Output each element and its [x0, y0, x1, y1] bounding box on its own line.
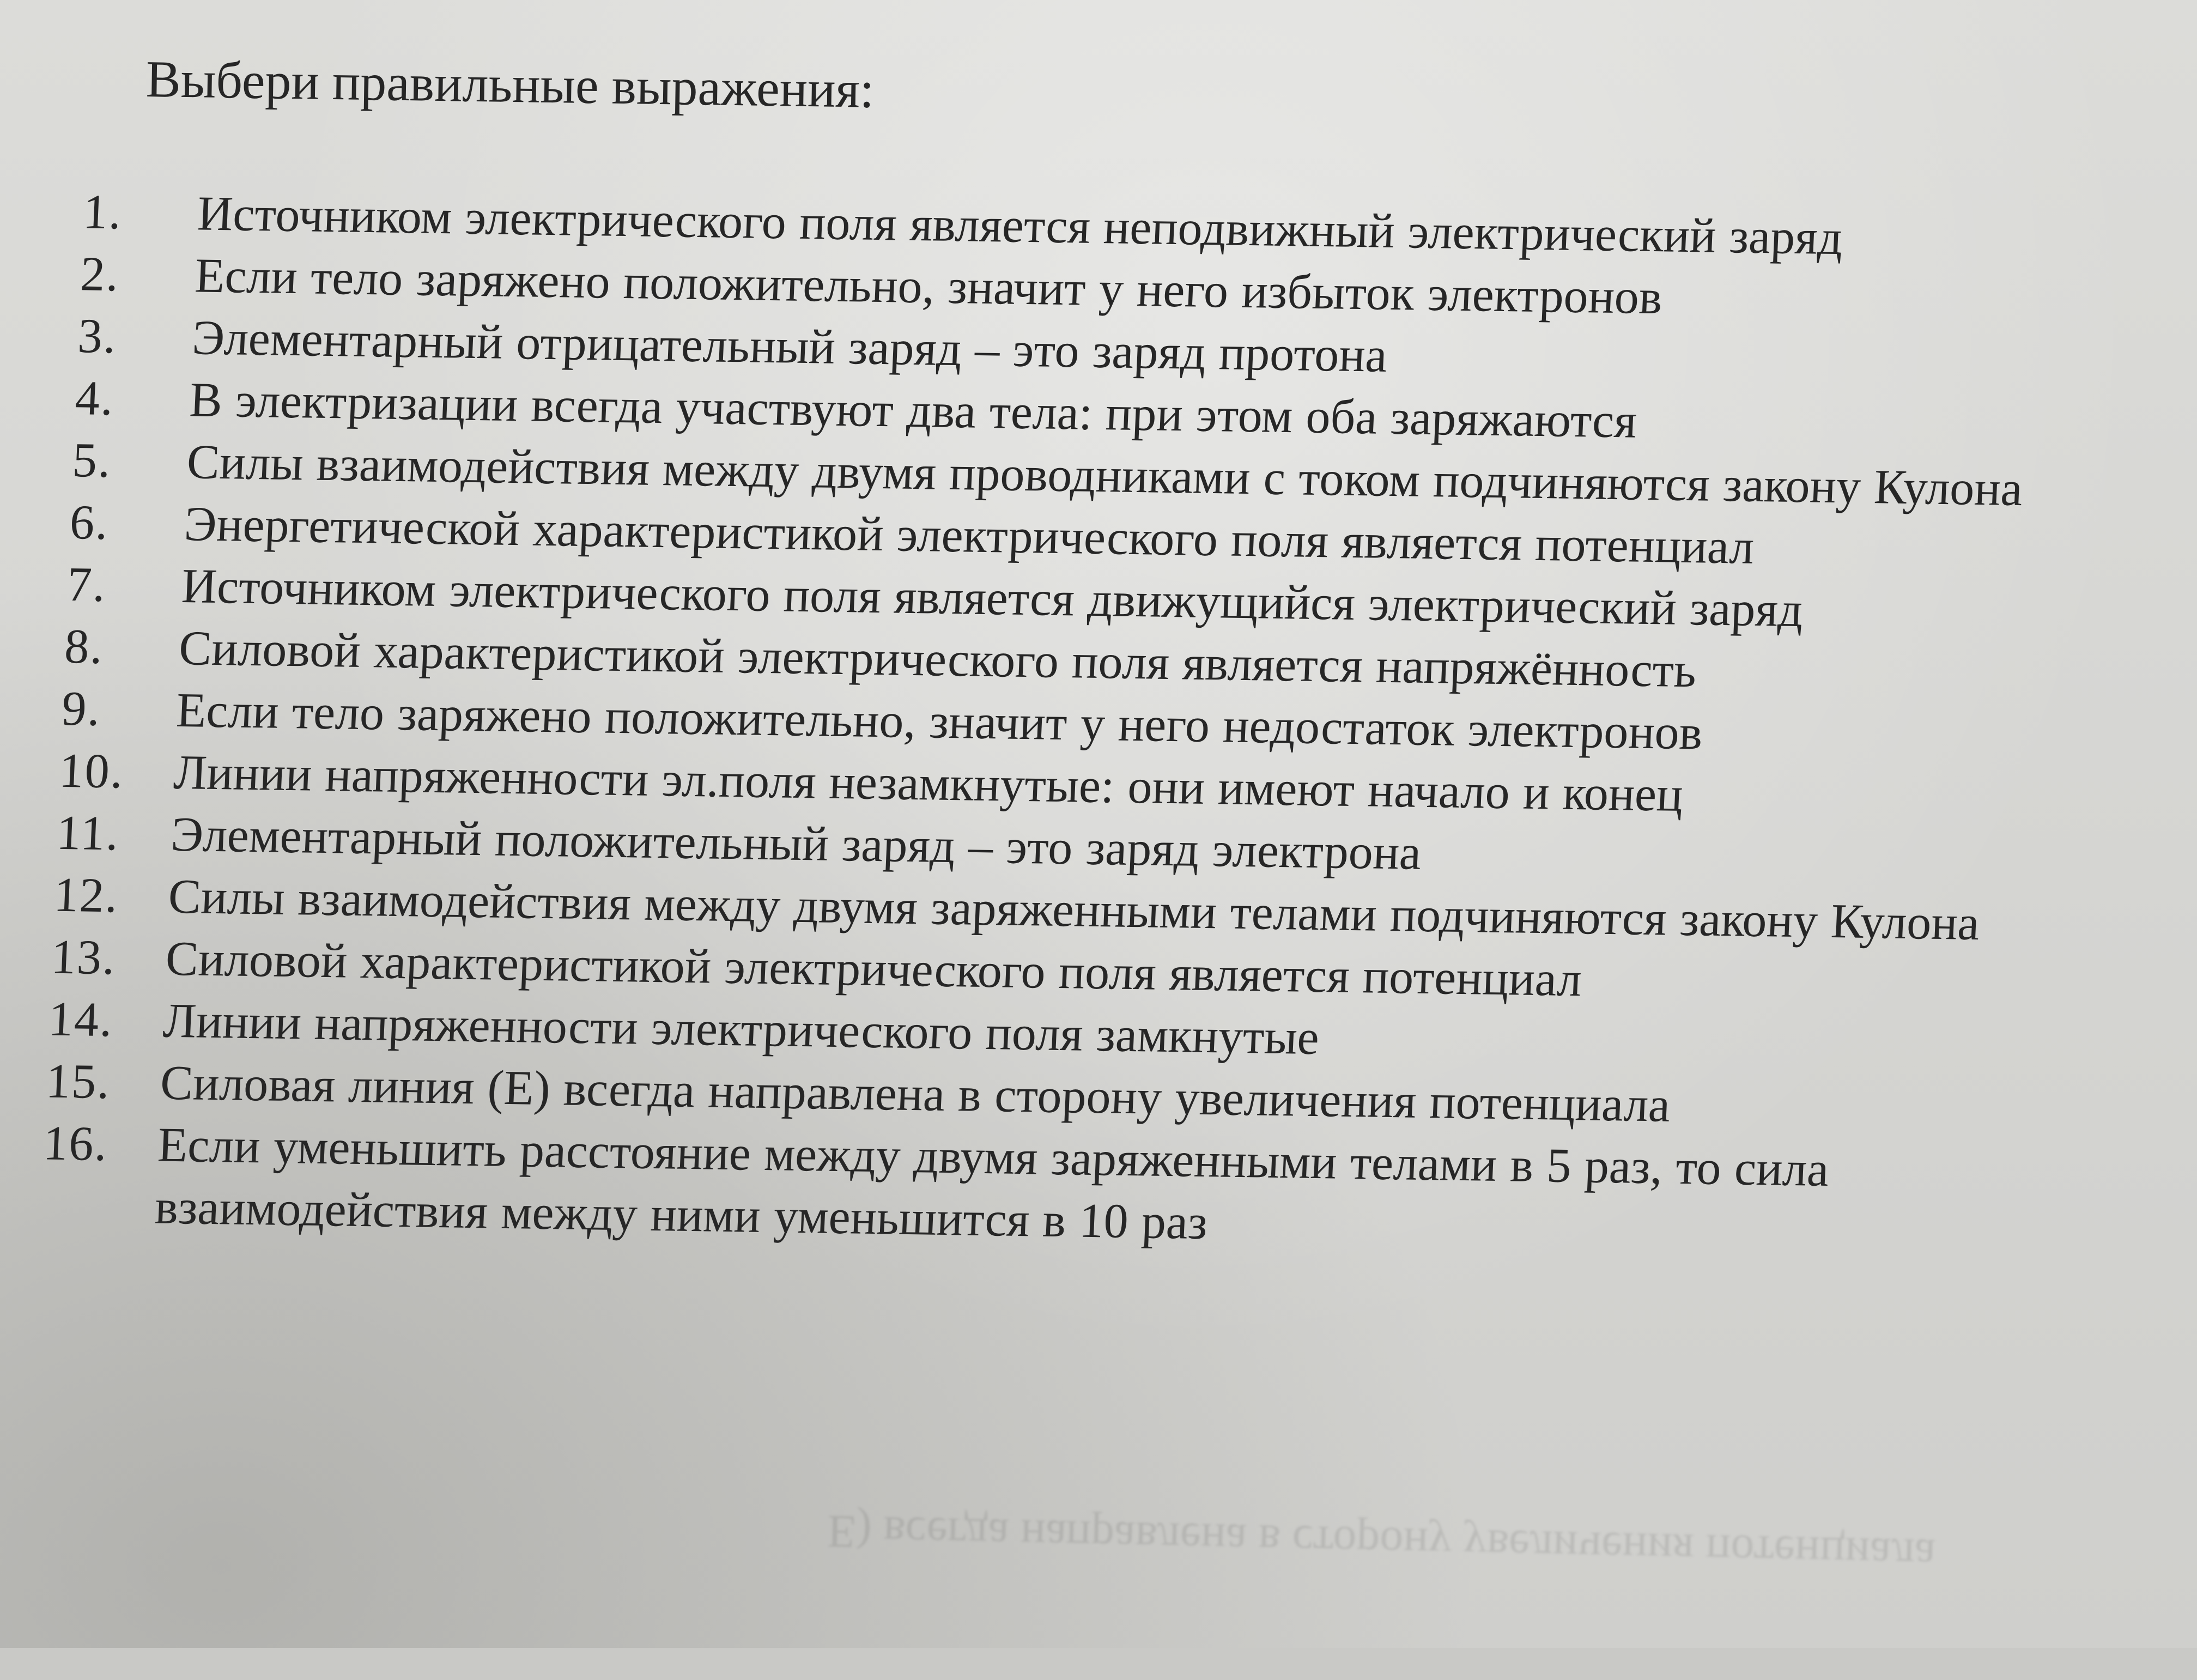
- statement-number: 3.: [76, 309, 118, 364]
- statement-text: Если тело заряжено положительно, значит у него избыток электронов: [193, 248, 1664, 325]
- statement-text: Линии напряженности электрического поля замкнутые: [162, 993, 1320, 1065]
- statement-number: 15.: [45, 1054, 112, 1109]
- statement-text: Силовой характеристикой электрического поля является напряжённость: [178, 621, 1698, 698]
- statement-text: Линии напряженности эл.поля незамкнутые: они имеют начало и конец: [172, 745, 1684, 822]
- statement-number: 9.: [60, 681, 102, 736]
- statement-number: 16.: [42, 1116, 110, 1172]
- statement-text: Силовой характеристикой электрического поля является потенциал: [165, 931, 1583, 1007]
- statement-text: Если тело заряжено положительно, значит у него недостаток электронов: [175, 683, 1704, 760]
- statement-number: 10.: [58, 743, 125, 799]
- statement-text: Источником электрического поля является движущийся электрический заряд: [180, 559, 1804, 638]
- statement-number: 13.: [50, 930, 117, 985]
- statement-text: Источником электрического поля является неподвижный электрический заряд: [196, 186, 1844, 265]
- task-heading: Выбери правильные выражения:: [145, 49, 875, 119]
- statement-number: 8.: [63, 619, 105, 674]
- statement-text: Силы взаимодействия между двумя заряженными телами подчиняются закону Кулона: [167, 869, 1981, 951]
- statement-number: 7.: [66, 557, 108, 612]
- statement-number: 12.: [52, 868, 120, 923]
- statement-number: 6.: [69, 495, 110, 550]
- statement-text: Элементарный отрицательный заряд – это заряд протона: [191, 311, 1388, 383]
- statement-number: 4.: [74, 371, 116, 426]
- bleed-through-text: Е) всегда направлена в сторону увеличения потенциала: [827, 1505, 1936, 1582]
- statement-number: 2.: [79, 247, 121, 302]
- statement-text: Если уменьшить расстояние между двумя заряженными телами в 5 раз, то сила взаимодействия между ними уменьшится в 10 раз: [154, 1118, 1830, 1250]
- statement-number: 14.: [47, 992, 114, 1047]
- statement-list: [39, 181, 2165, 1267]
- statement-text: Силовая линия (Е) всегда направлена в сторону увеличения потенциала: [159, 1056, 1672, 1132]
- statement-text: В электризации всегда участвуют два тела: при этом оба заряжаются: [188, 373, 1638, 448]
- statement-number: 11.: [55, 805, 121, 861]
- statement-text: Силы взаимодействия между двумя проводниками с током подчиняются закону Кулона: [186, 435, 2024, 517]
- statement-number: 5.: [71, 433, 113, 488]
- statement-text: Энергетической характеристикой электрического поля является потенциал: [183, 497, 1756, 574]
- statement-number: 1.: [82, 185, 124, 240]
- statement-text: Элементарный положительный заряд – это заряд электрона: [169, 807, 1423, 880]
